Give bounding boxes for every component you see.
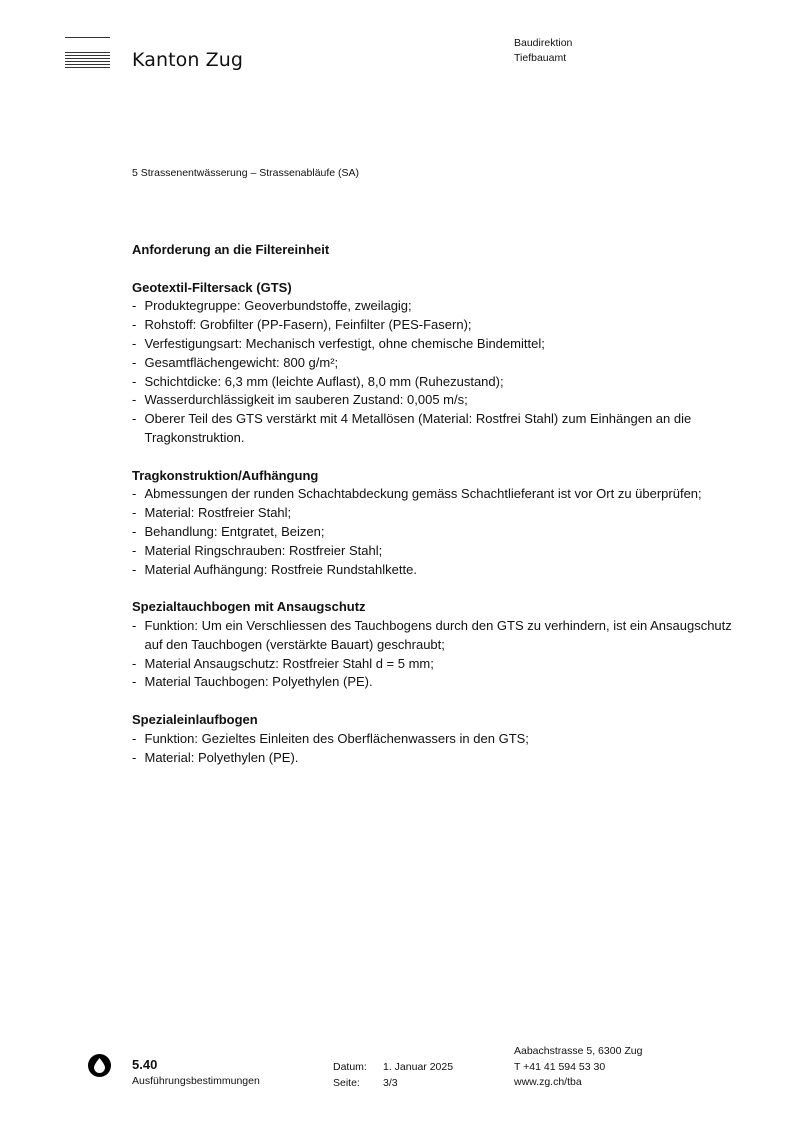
list-item	[132, 749, 742, 768]
list-item	[132, 354, 742, 373]
department-name: Baudirektion	[514, 37, 573, 49]
list-item	[132, 335, 742, 354]
page-title: Anforderung an die Filtereinheit	[132, 242, 330, 257]
list-item	[132, 523, 742, 542]
list-item-text: Verfestigungsart: Mechanisch verfestigt, ohne chemische Bindemittel;	[144, 335, 545, 351]
website-link[interactable]: www.zg.ch/tba	[514, 1076, 582, 1088]
section-heading: Geotextil-Filtersack (GTS)	[132, 279, 292, 295]
list-item-text: Schichtdicke: 6,3 mm (leichte Auflast), 8,0 mm (Ruhezustand);	[144, 373, 504, 389]
list-item-text: Funktion: Um ein Verschliessen des Tauchbogens durch den GTS zu verhindern, ist ein Ansaugschutz auf den Tauchbogen (verstärkte Bauart) geschraubt;	[144, 617, 732, 652]
page-label: Seite:	[333, 1076, 360, 1089]
list-item	[132, 485, 742, 504]
bullet-dash: -	[132, 505, 137, 521]
bullet-dash: -	[132, 373, 137, 389]
list-item-text: Behandlung: Entgratet, Beizen;	[144, 523, 325, 539]
document-name: Ausführungsbestimmungen	[132, 1075, 260, 1087]
list-item-text: Material: Rostfreier Stahl;	[144, 505, 292, 521]
bullet-dash: -	[132, 655, 137, 671]
list-item-text: Rohstoff: Grobfilter (PP-Fasern), Feinfilter (PES-Fasern);	[144, 317, 472, 333]
brand-name: Kanton Zug	[132, 49, 244, 71]
bullet-dash: -	[132, 411, 137, 427]
chapter-title: 5 Strassenentwässerung – Strassenabläufe (SA)	[132, 167, 360, 179]
section-heading: Spezialtauchbogen mit Ansaugschutz	[132, 599, 366, 615]
bullet-dash: -	[132, 486, 137, 502]
phone: T +41 41 594 53 30	[514, 1060, 606, 1073]
bullet-dash: -	[132, 317, 137, 333]
list-item-text: Material Ringschrauben: Rostfreier Stahl;	[144, 542, 383, 558]
section-heading: Tragkonstruktion/Aufhängung	[132, 467, 319, 483]
list-item-text: Material Ansaugschutz: Rostfreier Stahl d = 5 mm;	[144, 655, 434, 671]
requirement-list	[132, 485, 742, 579]
list-item	[132, 673, 742, 692]
date-label: Datum:	[333, 1061, 367, 1073]
list-item-text: Produktegruppe: Geoverbundstoffe, zweilagig;	[144, 298, 412, 314]
list-item	[132, 391, 742, 410]
document-body	[132, 241, 742, 786]
section	[132, 279, 742, 448]
bullet-dash: -	[132, 354, 137, 370]
page-value: 3/3	[383, 1076, 398, 1089]
date-value: 1. Januar 2025	[383, 1061, 454, 1073]
bullet-dash: -	[132, 730, 137, 746]
list-item-text: Funktion: Gezieltes Einleiten des Oberflächenwassers in den GTS;	[144, 730, 529, 746]
section-heading: Spezialeinlaufbogen	[132, 711, 258, 727]
list-item-text: Gesamtflächengewicht: 800 g/m²;	[144, 354, 339, 370]
bullet-dash: -	[132, 542, 137, 558]
list-item	[132, 542, 742, 561]
list-item	[132, 617, 742, 655]
document-meta	[333, 1060, 453, 1091]
water-drop-icon	[88, 1054, 111, 1077]
bullet-dash: -	[132, 674, 137, 690]
list-item	[132, 316, 742, 335]
section	[132, 711, 742, 767]
bullet-dash: -	[132, 561, 137, 577]
bullet-dash: -	[132, 749, 137, 765]
list-item-text: Wasserdurchlässigkeit im sauberen Zustand: 0,005 m/s;	[144, 392, 468, 408]
requirement-list	[132, 297, 742, 447]
document-number: 5.40	[132, 1057, 158, 1072]
sections-container	[132, 279, 742, 768]
list-item-text: Material Aufhängung: Rostfreie Rundstahlkette.	[144, 561, 417, 577]
bullet-dash: -	[132, 335, 137, 351]
list-item	[132, 561, 742, 580]
section	[132, 598, 742, 692]
address: Aabachstrasse 5, 6300 Zug	[514, 1045, 643, 1057]
section	[132, 467, 742, 580]
office-name: Tiefbauamt	[514, 52, 567, 64]
contact-block	[514, 1044, 642, 1091]
requirement-list	[132, 617, 742, 692]
list-item-text: Abmessungen der runden Schachtabdeckung gemäss Schachtlieferant ist vor Ort zu überprüfen;	[144, 486, 702, 502]
department-block	[514, 36, 572, 66]
bullet-dash: -	[132, 298, 137, 314]
list-item	[132, 410, 742, 448]
bullet-dash: -	[132, 392, 137, 408]
requirement-list	[132, 730, 742, 768]
list-item	[132, 655, 742, 674]
list-item	[132, 297, 742, 316]
list-item-text: Oberer Teil des GTS verstärkt mit 4 Metallösen (Material: Rostfrei Stahl) zum Einhängen an die Tragkonstruktion.	[144, 411, 692, 445]
list-item	[132, 730, 742, 749]
list-item	[132, 373, 742, 392]
list-item-text: Material: Polyethylen (PE).	[144, 749, 299, 765]
bullet-dash: -	[132, 617, 137, 633]
bullet-dash: -	[132, 523, 137, 539]
list-item	[132, 504, 742, 523]
list-item-text: Material Tauchbogen: Polyethylen (PE).	[144, 674, 373, 690]
